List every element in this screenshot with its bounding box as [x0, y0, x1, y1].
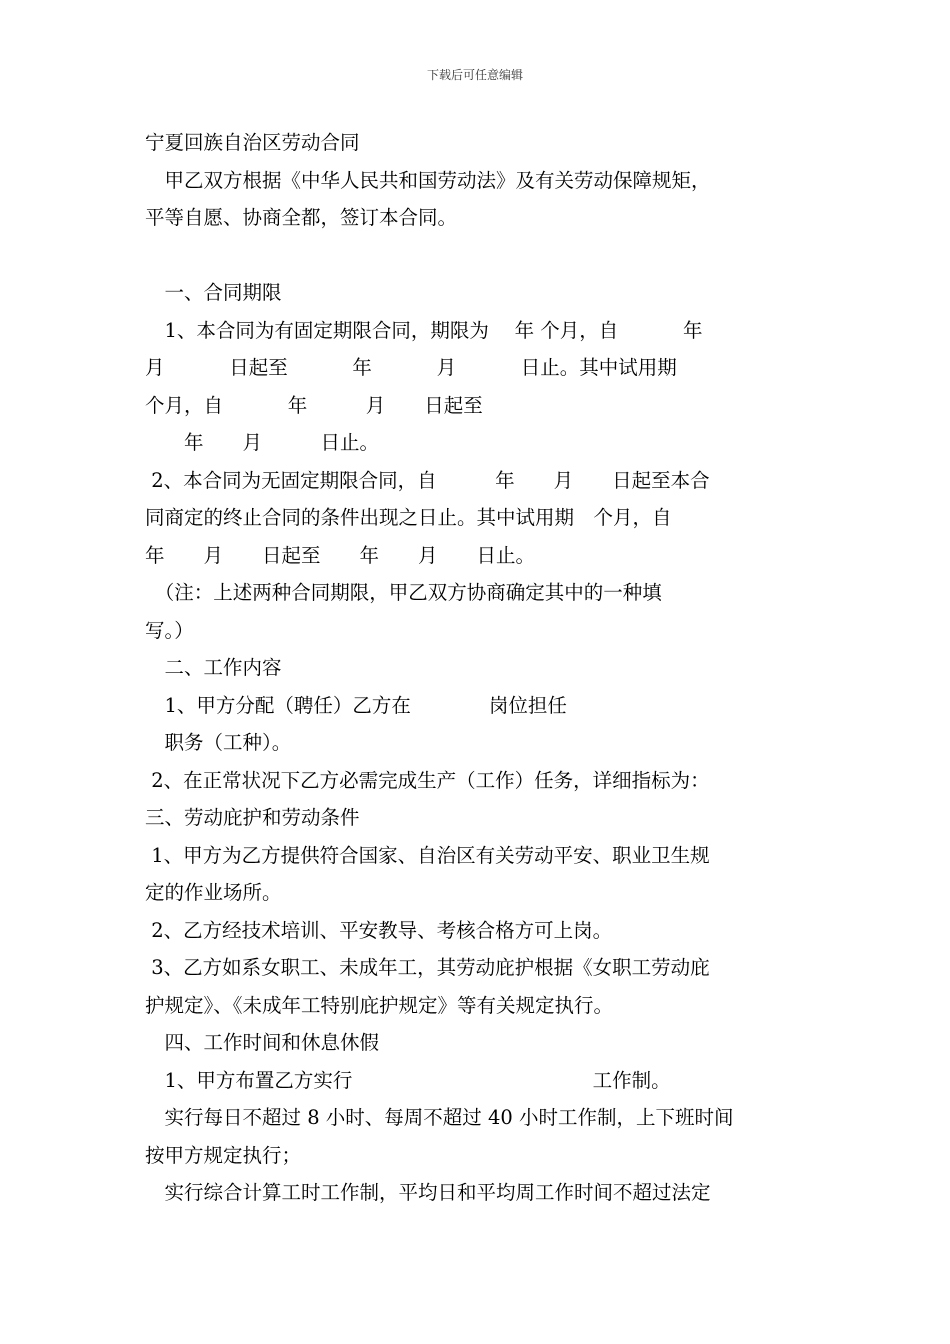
document-line: 甲乙双方根据《中华人民共和国劳动法》及有关劳动保障规矩，: [145, 168, 711, 192]
document-line: 3、乙方如系女职工、未成年工，其劳动庇护根据《女职工劳动庇: [145, 956, 710, 979]
document-line: 同商定的终止合同的条件出现之日止。其中试用期 个月，自: [145, 506, 672, 529]
document-line: 年 月 日起至 年 月 日止。: [145, 543, 536, 567]
document-line: 2、乙方经技术培训、平安教导、考核合格方可上岗。: [145, 918, 613, 942]
document-line: 写。）: [145, 618, 194, 642]
document-line: 1、甲方为乙方提供符合国家、自治区有关劳动平安、职业卫生规: [145, 843, 710, 867]
document-line: 职务（工种）。: [145, 731, 292, 754]
document-line: 平等自愿、协商全都，签订本合同。: [145, 206, 458, 229]
document-line: 二、工作内容: [145, 656, 282, 679]
document-line: 三、劳动庇护和劳动条件: [145, 806, 360, 829]
document-line: （注：上述两种合同期限，甲乙双方协商确定其中的一种填: [145, 581, 662, 604]
document-line: 实行每日不超过 8 小时、每周不超过 40 小时工作制，上下班时间: [145, 1106, 734, 1129]
document-line: 2、在正常状况下乙方必需完成生产（工作）任务，详细指标为：: [145, 768, 710, 792]
document-line: 个月，自 年 月 日起至: [145, 393, 483, 417]
document-line: 定的作业场所。: [145, 881, 282, 904]
document-line: 年 月 日止。: [145, 431, 380, 454]
document-line: 按甲方规定执行；: [145, 1143, 302, 1167]
page-header: 下载后可任意编辑: [426, 68, 523, 82]
document-line: 1、本合同为有固定期限合同，期限为 年 个月，自 年: [145, 318, 703, 342]
document-line: 月 日起至 年 月 日止。其中试用期: [145, 356, 677, 379]
document-line: 2、本合同为无固定期限合同，自 年 月 日起至本合: [145, 468, 710, 492]
document-line: 一、合同期限: [145, 281, 282, 304]
document-line: 实行综合计算工时工作制，平均日和平均周工作时间不超过法定: [145, 1181, 711, 1204]
document-line: [145, 237, 807, 275]
document-title: 宁夏回族自治区劳动合同: [145, 131, 360, 154]
document-line: 护规定》、《未成年工特别庇护规定》等有关规定执行。: [145, 993, 614, 1017]
document-line: 1、甲方布置乙方实行 工作制。: [145, 1068, 671, 1092]
document-line: 1、甲方分配（聘任）乙方在 岗位担任: [145, 693, 567, 717]
document-body: [145, 124, 807, 1212]
document-line: 四、工作时间和休息休假: [145, 1031, 380, 1054]
